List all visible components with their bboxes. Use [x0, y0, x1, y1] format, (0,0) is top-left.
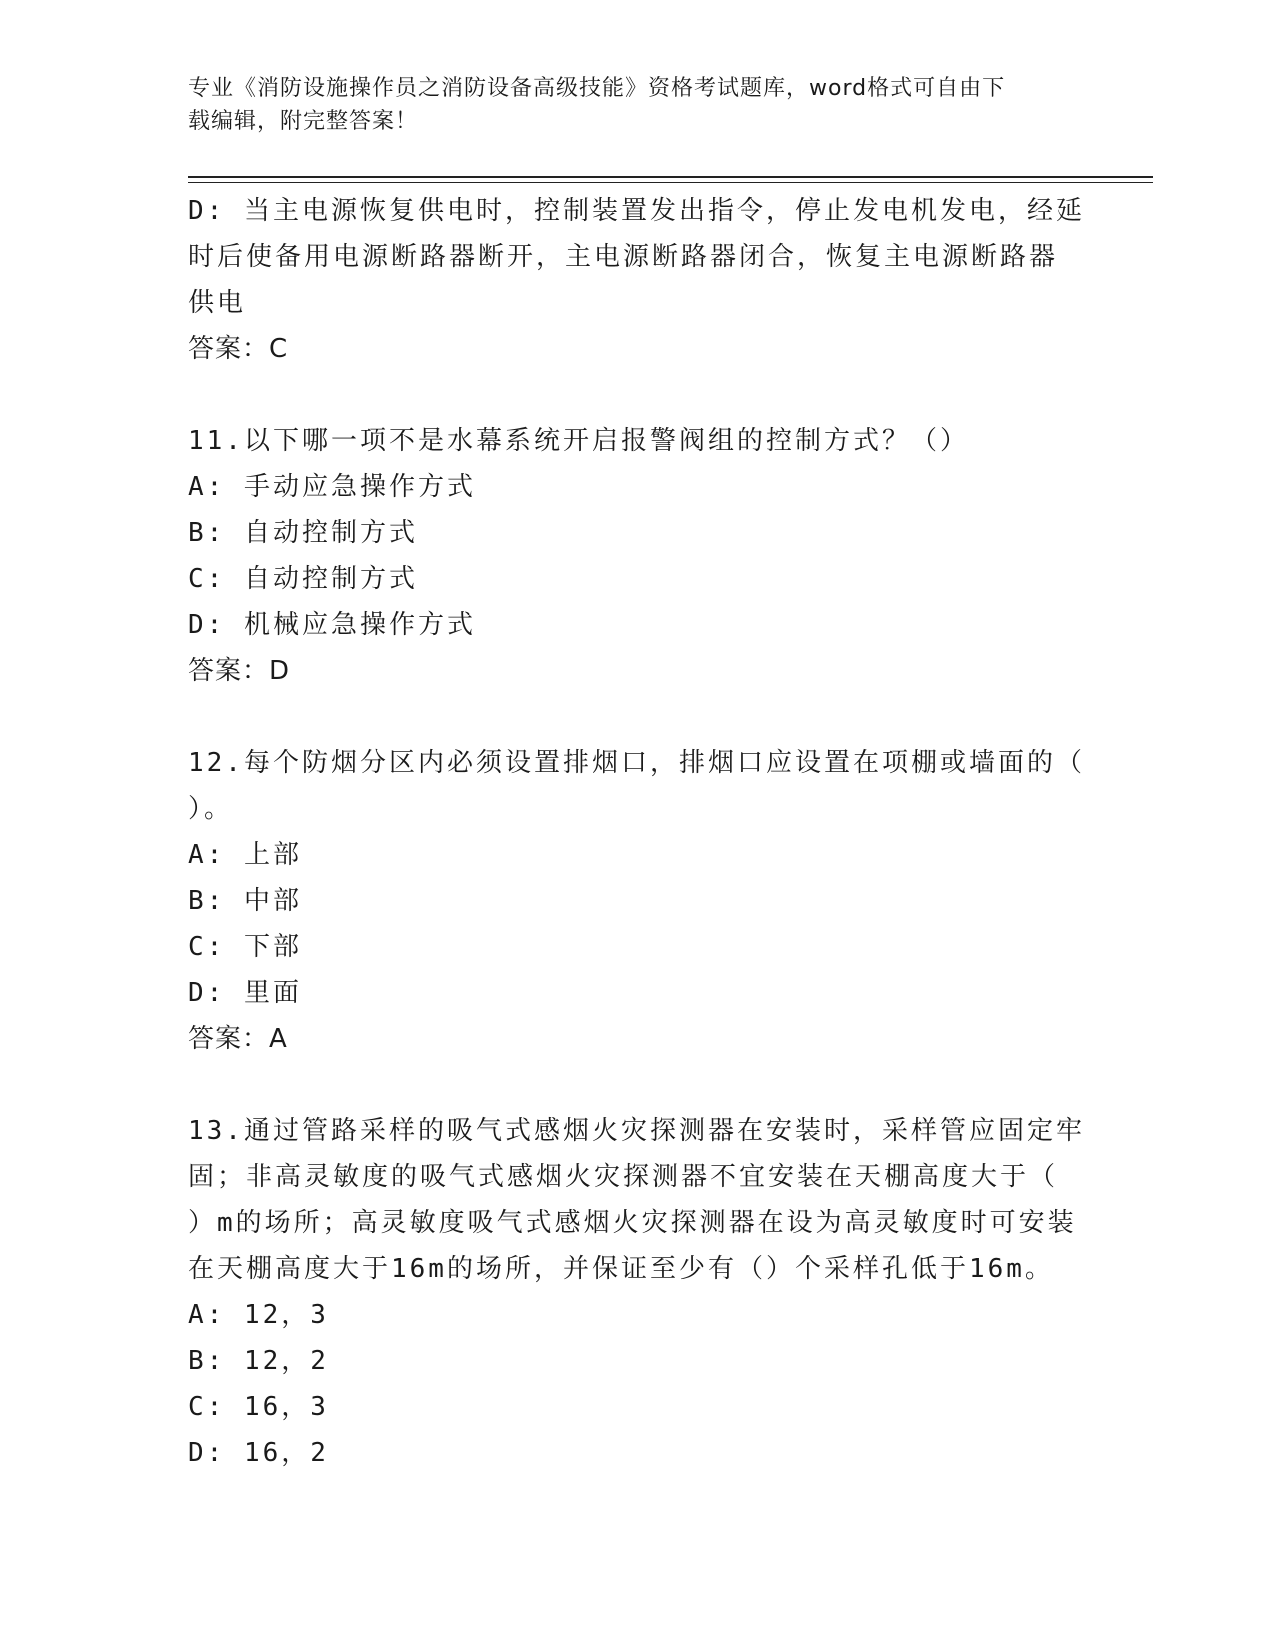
header-line-1: 专业《消防设施操作员之消防设备高级技能》资格考试题库，word格式可自由下 [188, 76, 1006, 101]
document-header [188, 72, 1088, 138]
header-rule-thin [188, 182, 1153, 183]
option-line: B: 中部 [188, 886, 302, 916]
question-text: 11.以下哪一项不是水幕系统开启报警阀组的控制方式？（） [188, 426, 969, 456]
option-line: A: 12，3 [188, 1300, 329, 1330]
option-line: D: 机械应急操作方式 [188, 610, 476, 640]
question-content [188, 188, 1088, 1476]
option-line: 时后使备用电源断路器断开，主电源断路器闭合，恢复主电源断路器 [188, 242, 1059, 272]
question-block-10-tail [188, 188, 1088, 372]
option-line: B: 自动控制方式 [188, 518, 418, 548]
question-text: 在天棚高度大于16m的场所，并保证至少有（）个采样孔低于16m。 [188, 1254, 1054, 1284]
answer-line: 答案：D [188, 656, 291, 686]
question-text: ）m的场所；高灵敏度吸气式感烟火灾探测器在设为高灵敏度时可安装 [188, 1208, 1077, 1238]
option-line: C: 自动控制方式 [188, 564, 418, 594]
answer-line: 答案：C [188, 334, 289, 364]
answer-line: 答案：A [188, 1024, 288, 1054]
option-line: 供电 [188, 288, 247, 318]
option-line: C: 16，3 [188, 1392, 329, 1422]
question-text: 13.通过管路采样的吸气式感烟火灾探测器在安装时，采样管应固定牢 [188, 1116, 1085, 1146]
option-line: A: 手动应急操作方式 [188, 472, 476, 502]
question-block-12 [188, 740, 1088, 1062]
question-text: ）。 [188, 794, 234, 824]
option-line: C: 下部 [188, 932, 302, 962]
header-line-2: 载编辑，附完整答案！ [188, 109, 419, 134]
question-text: 12.每个防烟分区内必须设置排烟口，排烟口应设置在项棚或墙面的（ [188, 748, 1085, 778]
option-line: D: 16，2 [188, 1438, 329, 1468]
option-line: D: 当主电源恢复供电时，控制装置发出指令，停止发电机发电，经延 [188, 196, 1085, 226]
option-line: A: 上部 [188, 840, 302, 870]
question-text: 固；非高灵敏度的吸气式感烟火灾探测器不宜安装在天棚高度大于（ [188, 1162, 1059, 1192]
option-line: B: 12，2 [188, 1346, 329, 1376]
header-rule-thick [188, 176, 1153, 178]
question-block-13 [188, 1108, 1088, 1476]
question-block-11 [188, 418, 1088, 694]
option-line: D: 里面 [188, 978, 302, 1008]
